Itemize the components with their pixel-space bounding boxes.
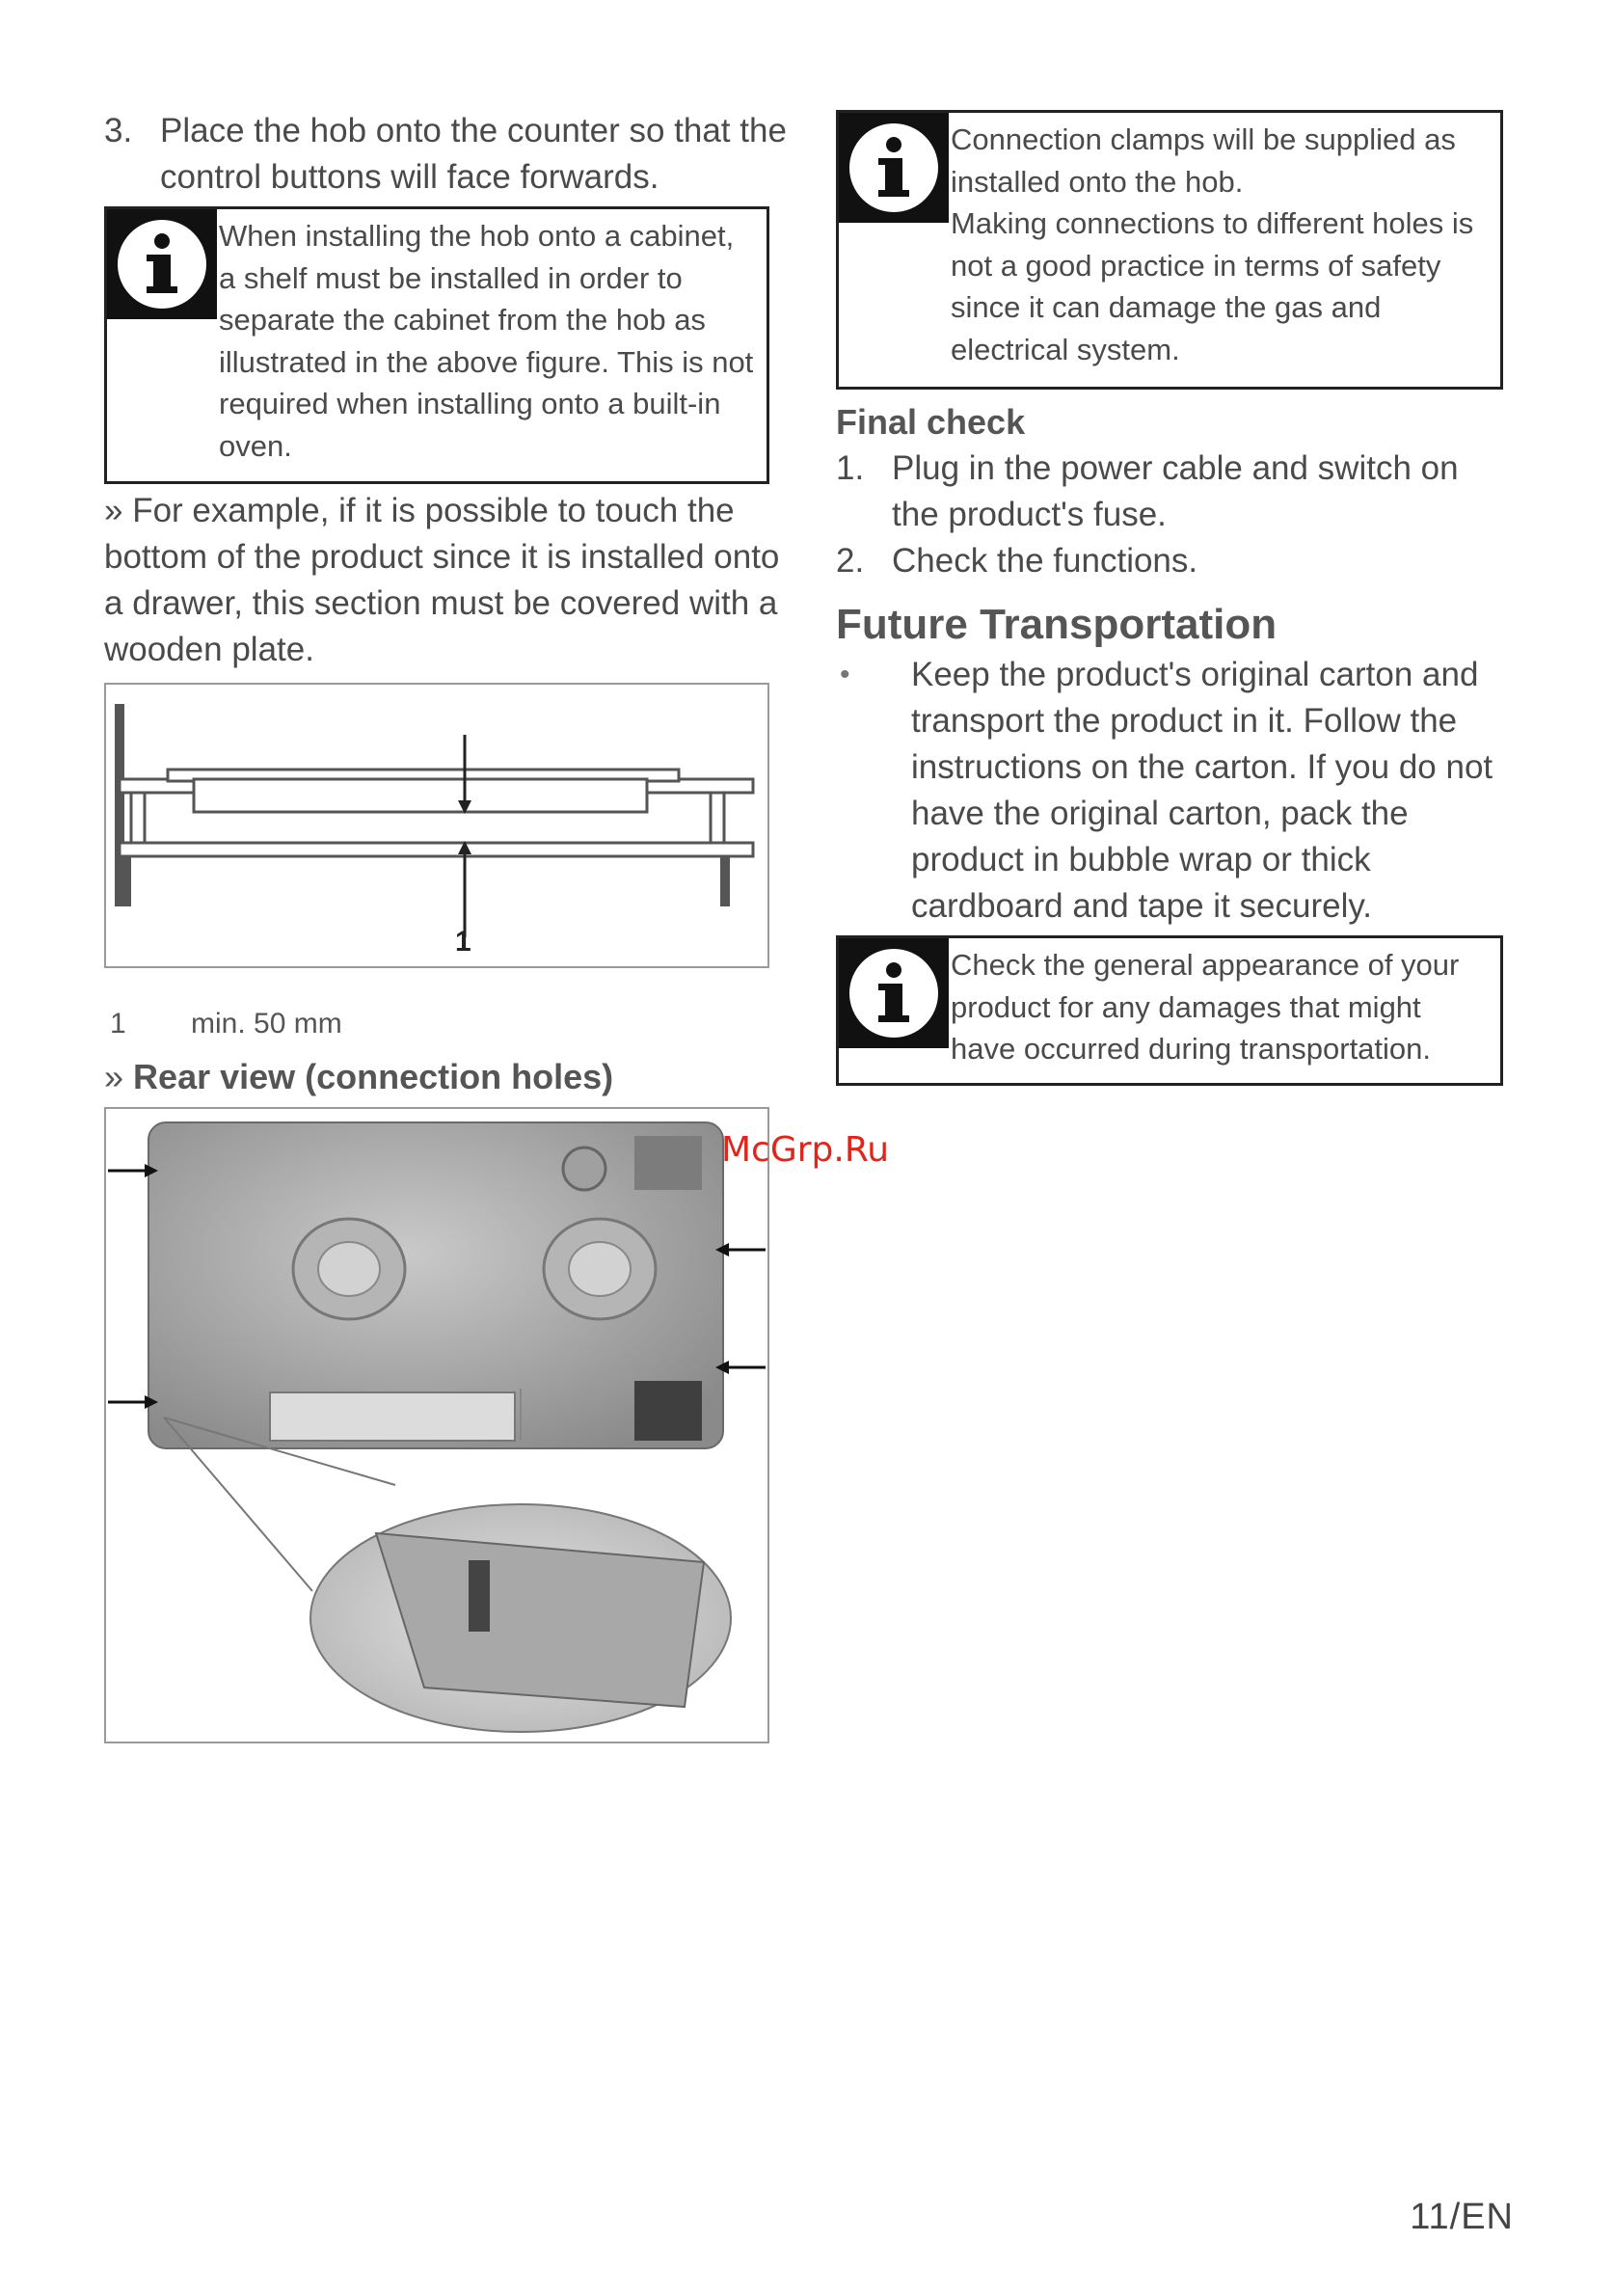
step-text: Place the hob onto the counter so that the control buttons will face forwards.: [160, 112, 787, 196]
info-icon: [839, 113, 949, 223]
caption-number: 1: [110, 1008, 126, 1040]
rear-view-figure: [104, 1107, 769, 1743]
info-box-cabinet: [104, 206, 769, 484]
rear-view-heading: [104, 1053, 789, 1101]
rear-view-title: Rear view (connection holes): [133, 1057, 614, 1096]
info-text-line-2: Making connections to different holes is not a good practice in terms of safety since it can damage the gas and electrical system.: [951, 206, 1474, 366]
step-text: Check the functions.: [892, 542, 1198, 580]
final-check-heading: Final check: [836, 402, 1026, 442]
example-paragraph: » For example, if it is possible to touch the bottom of the product since it is installed onto a drawer, this section must be covered with a wooden plate.: [104, 492, 780, 668]
chevron-icon: »: [104, 1057, 124, 1096]
info-text: When installing the hob onto a cabinet, a shelf must be installed in order to separate the cabinet from the hob as illustrated in the above figure. This is not required when installing onto a built-in oven.: [219, 219, 754, 463]
step-number: 3.: [104, 112, 133, 149]
future-transportation-heading: Future Transportation: [836, 601, 1278, 648]
page-number: 11/EN: [1410, 2197, 1514, 2237]
rear-view-photo: [106, 1109, 767, 1742]
transport-bullet: [836, 652, 1501, 930]
figure-caption: [104, 1003, 789, 1045]
figure-label-1: 1: [455, 926, 471, 958]
info-icon: [107, 209, 217, 319]
caption-text: min. 50 mm: [191, 1008, 342, 1040]
info-box-connection: [836, 110, 1503, 390]
watermark: McGrp.Ru: [721, 1130, 890, 1170]
bullet-icon: •: [840, 659, 850, 690]
step-text: Plug in the power cable and switch on the product's fuse.: [892, 449, 1459, 533]
info-text: [949, 113, 1500, 378]
step-number: 2.: [836, 542, 865, 580]
step-number: 1.: [836, 449, 865, 487]
installation-figure: [104, 683, 769, 968]
left-column: [104, 108, 789, 1743]
final-check-step-1: [836, 446, 1501, 538]
final-check-step-2: [836, 538, 1501, 584]
step-3: [104, 108, 789, 201]
info-icon: [839, 938, 949, 1048]
installation-diagram: [106, 685, 767, 966]
info-text: Check the general appearance of your product for any damages that might have occurred during transportation.: [951, 948, 1460, 1066]
right-column: [836, 110, 1501, 1086]
info-box-damage: [836, 935, 1503, 1086]
info-text-line-1: Connection clamps will be supplied as installed onto the hob.: [951, 122, 1456, 199]
bullet-text: Keep the product's original carton and transport the product in it. Follow the instructions on the carton. If you do not have the original carton, pack the product in bubble wrap or thick cardboard and tape it securely.: [911, 656, 1493, 925]
